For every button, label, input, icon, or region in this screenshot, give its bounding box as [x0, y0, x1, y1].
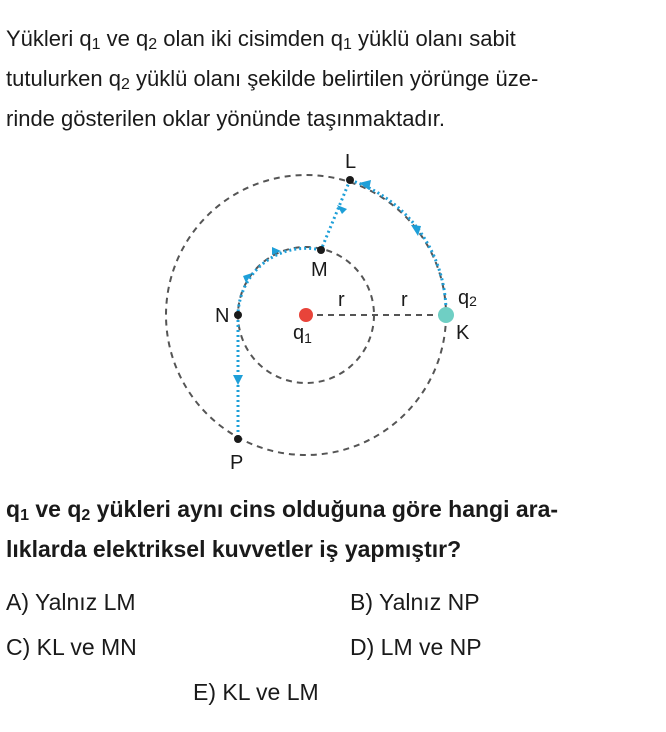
arrow-on-NP	[233, 375, 243, 385]
label-M: M	[311, 259, 328, 281]
problem-line-2: tutulurken $q_2$ yüklü olanı şekilde belirtilen yörünge üze-	[6, 66, 539, 93]
question-line-2: lıklarda elektriksel kuvvetler iş yapmıştır?	[6, 536, 462, 562]
option-a[interactable]: A) Yalnız LM	[6, 589, 136, 615]
label-N: N	[215, 305, 230, 327]
point-L	[346, 176, 354, 184]
point-M	[317, 246, 325, 254]
question-line-1: $q_1$ ve $q_2$ yükleri aynı cins olduğuna göre hangi ara-	[6, 496, 559, 524]
orbit-diagram	[0, 140, 666, 480]
label-r-outer: r	[401, 289, 408, 311]
option-b[interactable]: B) Yalnız NP	[350, 589, 480, 615]
option-c[interactable]: C) KL ve MN	[6, 634, 137, 660]
path-M-N	[238, 248, 321, 315]
charge-q1	[299, 308, 313, 322]
label-K: K	[456, 322, 470, 344]
point-P	[234, 435, 242, 443]
label-P: P	[230, 452, 244, 474]
question-text	[6, 491, 656, 567]
charge-q2	[438, 307, 454, 323]
point-N	[234, 311, 242, 319]
problem-text	[6, 20, 656, 137]
problem-line-3: rinde gösterilen oklar yönünde taşınmaktadır.	[6, 106, 446, 131]
label-q1: $q_1$	[293, 322, 312, 346]
path-K-L	[350, 180, 446, 315]
problem-line-1: Yükleri $q_1$ ve $q_2$ olan iki cisimden $q_1$ yüklü olanı sabit	[6, 26, 516, 53]
label-L: L	[345, 151, 357, 173]
option-d[interactable]: D) LM ve NP	[350, 634, 482, 660]
path-L-M	[321, 180, 350, 250]
label-r-inner: r	[338, 289, 345, 311]
option-e[interactable]: E) KL ve LM	[193, 679, 319, 705]
label-q2: q2	[458, 287, 477, 309]
